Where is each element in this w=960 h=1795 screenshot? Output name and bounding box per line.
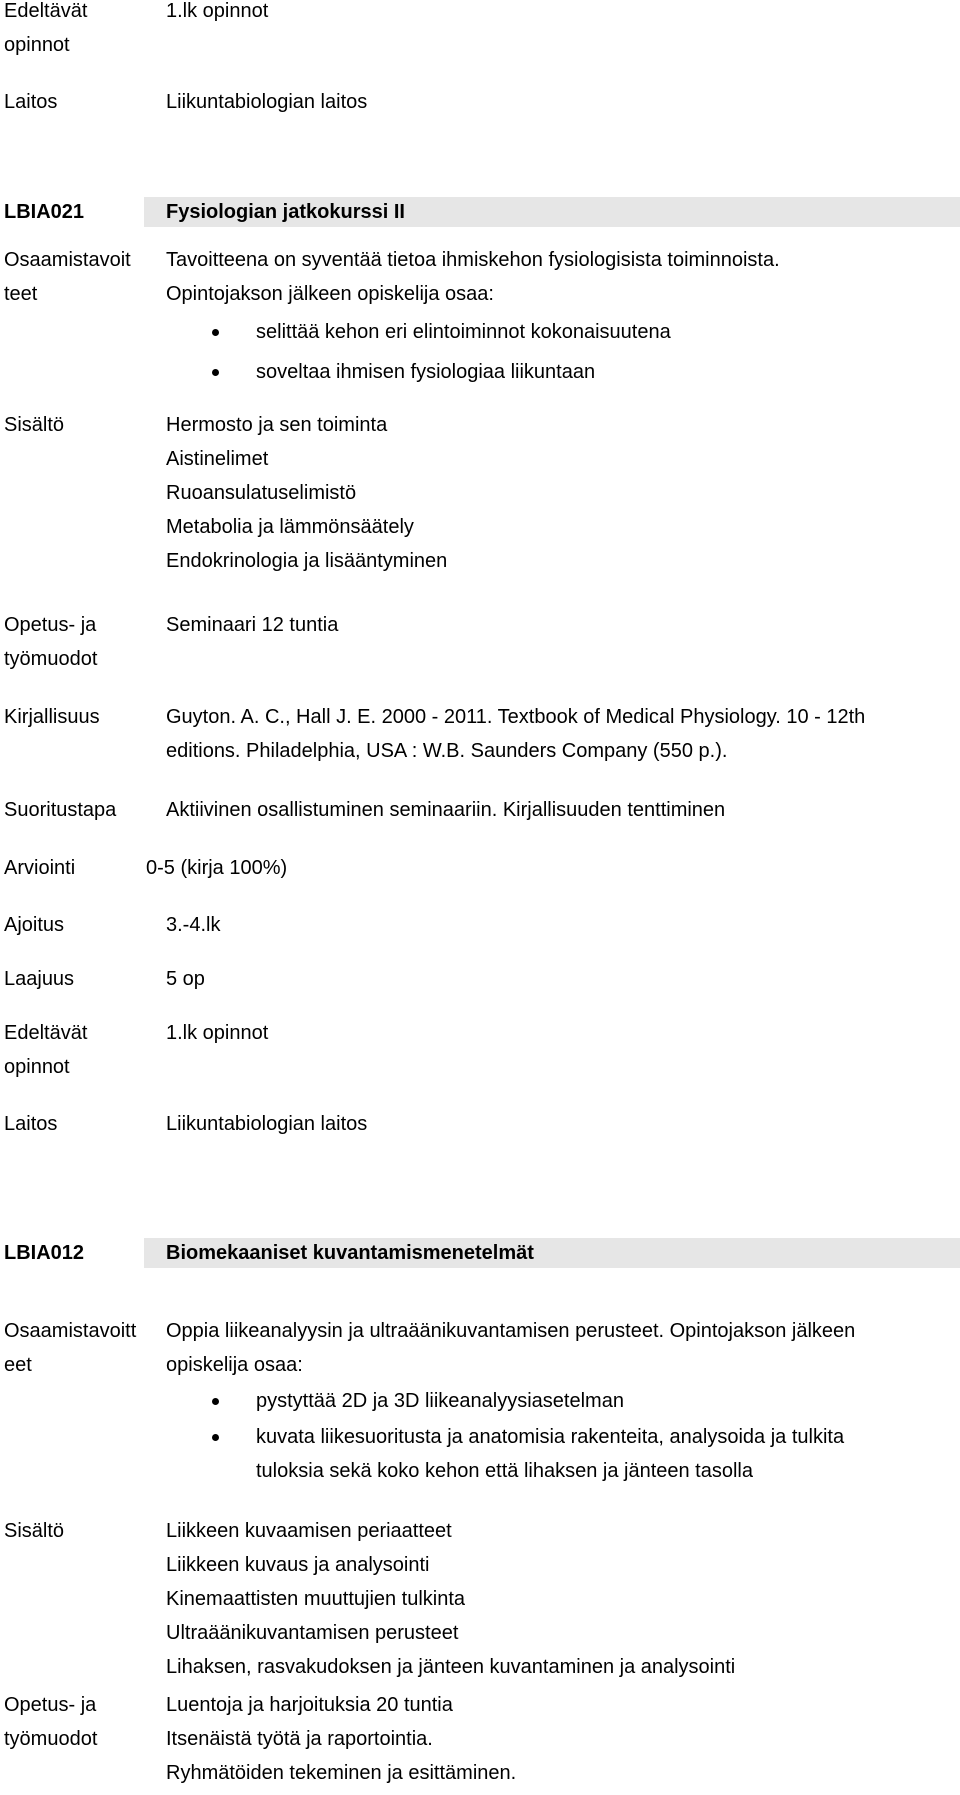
methods-item: Luentoja ja harjoituksia 20 tuntia bbox=[166, 1694, 453, 1716]
literature-label: Kirjallisuus bbox=[4, 706, 100, 728]
content-label: Sisältö bbox=[4, 1520, 65, 1542]
methods-list bbox=[166, 1688, 516, 1790]
completion-value: Aktiivinen osallistuminen seminaariin. Kirjallisuuden tenttiminen bbox=[166, 799, 726, 821]
content-item: Aistinelimet bbox=[166, 448, 269, 470]
outcome-bullet: pystyttää 2D ja 3D liikeanalyysiasetelman bbox=[256, 1390, 624, 1412]
grading-value: 0-5 (kirja 100%) bbox=[146, 857, 288, 879]
dept-value: Liikuntabiologian laitos bbox=[166, 1113, 368, 1135]
timing-value: 3.-4.lk bbox=[166, 914, 221, 936]
course-title: Biomekaaniset kuvantamismenetelmät bbox=[166, 1242, 534, 1264]
prereq-value: 1.lk opinnot bbox=[166, 1022, 269, 1044]
prereq-value: 1.lk opinnot bbox=[166, 0, 269, 22]
outcomes-intro: Tavoitteena on syventää tietoa ihmiskehon fysiologisista toiminnoista. Opintojakson jälkeen opiskelija osaa: bbox=[166, 249, 780, 305]
content-item: Liikkeen kuvaus ja analysointi bbox=[166, 1554, 430, 1576]
dept-label: Laitos bbox=[4, 1113, 58, 1135]
methods-label: Opetus- ja työmuodot bbox=[4, 614, 98, 670]
content-list bbox=[166, 408, 447, 578]
literature-value: Guyton. A. C., Hall J. E. 2000 - 2011. Textbook of Medical Physiology. 10 - 12th editions. Philadelphia, USA : W.B. Saunders Company (550 p.). bbox=[166, 706, 866, 762]
course-code: LBIA012 bbox=[4, 1242, 85, 1264]
content-item: Hermosto ja sen toiminta bbox=[166, 414, 388, 436]
methods-item: Itsenäistä työtä ja raportointia. bbox=[166, 1728, 433, 1750]
prereq-label: Edeltävät opinnot bbox=[4, 0, 88, 56]
outcome-bullet: kuvata liikesuoritusta ja anatomisia rakenteita, analysoida ja tulkita bbox=[256, 1426, 845, 1448]
bullet-dot bbox=[212, 369, 219, 376]
credits-label: Laajuus bbox=[4, 968, 75, 990]
bullet-dot bbox=[212, 329, 219, 336]
completion-label: Suoritustapa bbox=[4, 799, 117, 821]
content-item: Liikkeen kuvaamisen periaatteet bbox=[166, 1520, 452, 1542]
content-item: Endokrinologia ja lisääntyminen bbox=[166, 550, 448, 572]
content-item: Ultraäänikuvantamisen perusteet bbox=[166, 1622, 459, 1644]
content-item: Kinemaattisten muuttujien tulkinta bbox=[166, 1588, 466, 1610]
outcome-bullet-continued: tuloksia sekä koko kehon että lihaksen ja jänteen tasolla bbox=[256, 1460, 753, 1482]
outcomes-label: Osaamistavoitt eet bbox=[4, 1320, 137, 1376]
prereq-label: Edeltävät opinnot bbox=[4, 1022, 88, 1078]
content-item: Ruoansulatuselimistö bbox=[166, 482, 357, 504]
timing-label: Ajoitus bbox=[4, 914, 65, 936]
content-list bbox=[166, 1514, 735, 1684]
course-title: Fysiologian jatkokurssi II bbox=[166, 201, 405, 223]
course-code: LBIA021 bbox=[4, 201, 85, 223]
outcomes-intro: Oppia liikeanalyysin ja ultraäänikuvantamisen perusteet. Opintojakson jälkeen opiskelija osaa: bbox=[166, 1320, 856, 1376]
credits-value: 5 op bbox=[166, 968, 205, 990]
methods-value: Seminaari 12 tuntia bbox=[166, 614, 339, 636]
methods-item: Ryhmätöiden tekeminen ja esittäminen. bbox=[166, 1762, 517, 1784]
outcome-bullet: soveltaa ihmisen fysiologiaa liikuntaan bbox=[256, 361, 596, 383]
bullet-dot bbox=[212, 1434, 219, 1441]
content-label: Sisältö bbox=[4, 414, 65, 436]
content-item: Metabolia ja lämmönsäätely bbox=[166, 516, 414, 538]
bullet-dot bbox=[212, 1398, 219, 1405]
dept-label: Laitos bbox=[4, 91, 58, 113]
content-item: Lihaksen, rasvakudoksen ja jänteen kuvantaminen ja analysointi bbox=[166, 1656, 736, 1678]
outcome-bullet: selittää kehon eri elintoiminnot kokonaisuutena bbox=[256, 321, 671, 343]
methods-label: Opetus- ja työmuodot bbox=[4, 1694, 98, 1750]
outcomes-label: Osaamistavoit teet bbox=[4, 249, 131, 305]
dept-value: Liikuntabiologian laitos bbox=[166, 91, 368, 113]
grading-label: Arviointi bbox=[4, 857, 76, 879]
